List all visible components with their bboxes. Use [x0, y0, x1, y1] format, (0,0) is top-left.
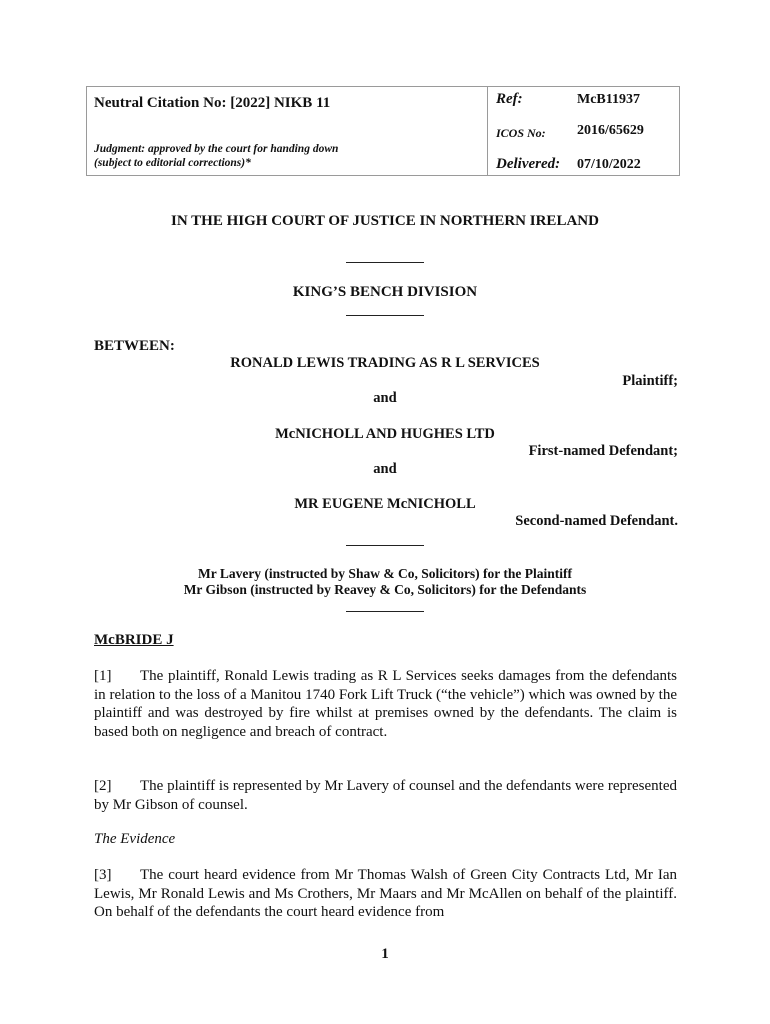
court-title: IN THE HIGH COURT OF JUSTICE IN NORTHERN IRELAND: [171, 213, 599, 229]
separator-rule: [346, 262, 424, 263]
plaintiff-name: RONALD LEWIS TRADING AS R L SERVICES: [230, 355, 540, 371]
division-title: KING’S BENCH DIVISION: [292, 284, 478, 300]
approval-note-line2: (subject to editorial corrections)*: [94, 157, 251, 169]
separator-rule: [346, 545, 424, 546]
paragraph-text: The plaintiff is represented by Mr Lavery of counsel and the defendants were represented by Mr Gibson of counsel.: [94, 778, 677, 813]
icos-value: 2016/65629: [577, 123, 644, 138]
paragraph-number: [1]: [94, 668, 112, 684]
approval-note: [94, 142, 338, 170]
second-defendant-name: MR EUGENE McNICHOLL: [294, 496, 476, 512]
delivered-value: 07/10/2022: [577, 157, 641, 172]
header-divider: [487, 87, 488, 175]
delivered-label: Delivered:: [496, 156, 561, 172]
counsel-defendants: Mr Gibson (instructed by Reavey & Co, Solicitors) for the Defendants: [183, 582, 587, 597]
second-defendant-role: Second-named Defendant.: [515, 513, 678, 529]
ref-value: McB11937: [577, 92, 640, 107]
neutral-citation: Neutral Citation No: [2022] NIKB 11: [94, 95, 331, 111]
section-heading: The Evidence: [94, 831, 176, 847]
and-connector: and: [373, 461, 397, 477]
page-number: 1: [381, 946, 389, 962]
counsel-plaintiff: Mr Lavery (instructed by Shaw & Co, Solicitors) for the Plaintiff: [197, 566, 573, 581]
ref-label: Ref:: [496, 91, 523, 107]
citation-header-box: [86, 86, 680, 176]
and-connector: and: [373, 390, 397, 406]
judge-name: McBRIDE J: [94, 632, 174, 648]
paragraph-2: [94, 777, 677, 814]
first-defendant-name: McNICHOLL AND HUGHES LTD: [275, 426, 495, 442]
paragraph-number: [3]: [94, 867, 112, 883]
icos-label: ICOS No:: [496, 126, 546, 140]
plaintiff-role: Plaintiff;: [622, 373, 678, 389]
approval-note-line1: Judgment: approved by the court for handing down: [94, 143, 339, 155]
paragraph-text: The court heard evidence from Mr Thomas Walsh of Green City Contracts Ltd, Mr Ian Lewis, Mr Ronald Lewis and Ms Crothers, Mr Maars and Mr McAllen on behalf of the plaintiff. On behalf of the defendants the court heard evidence from: [94, 867, 677, 920]
paragraph-text: The plaintiff, Ronald Lewis trading as R L Services seeks damages from the defendants in relation to the loss of a Manitou 1740 Fork Lift Truck (“the vehicle”) which was owned by the plaintiff and was destroyed by fire whilst at premises owned by the defendants. The claim is based both on negligence and breach of contract.: [94, 668, 677, 740]
between-label: BETWEEN:: [94, 338, 175, 354]
paragraph-3: [94, 866, 677, 922]
paragraph-1: [94, 667, 677, 741]
paragraph-number: [2]: [94, 778, 112, 794]
first-defendant-role: First-named Defendant;: [528, 443, 678, 459]
separator-rule: [346, 611, 424, 612]
separator-rule: [346, 315, 424, 316]
